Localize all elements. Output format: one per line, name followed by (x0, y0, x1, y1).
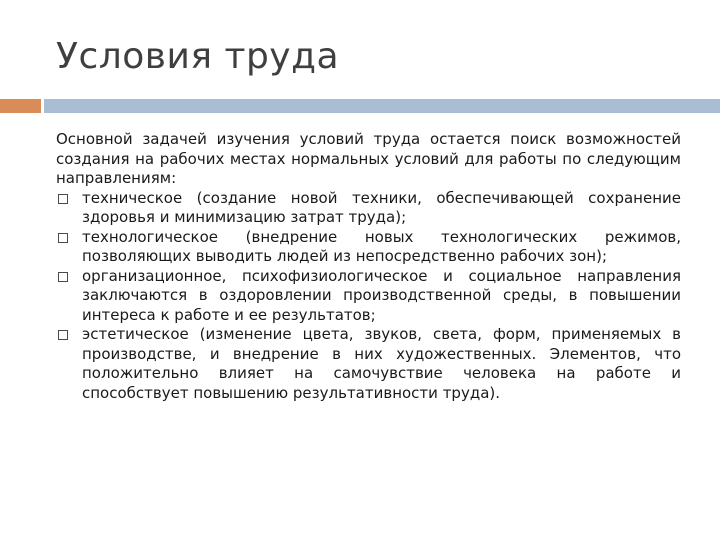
list-item (56, 189, 681, 228)
bullet-list (56, 189, 681, 404)
list-item (56, 267, 681, 326)
list-item-text: техническое (создание новой техники, обеспечивающей сохранение здоровья и минимизацию затрат труда); (82, 188, 681, 226)
square-bullet-icon (58, 330, 68, 340)
square-bullet-icon (58, 272, 68, 282)
list-item (56, 325, 681, 403)
list-item-text: технологическое (внедрение новых технологических режимов, позволяющих выводить людей из непосредственно рабочих зон); (82, 227, 681, 265)
list-item (56, 228, 681, 267)
slide-content (56, 130, 681, 403)
slide-title: Условия труда (56, 36, 340, 77)
square-bullet-icon (58, 233, 68, 243)
title-divider-bar (44, 99, 720, 113)
intro-paragraph: Основной задачей изучения условий труда остается поиск возможностей создания на рабочих местах нормальных условий для работы по следующим направлениям: (56, 130, 681, 187)
square-bullet-icon (58, 194, 68, 204)
list-item-text: организационное, психофизиологическое и социальное направления заключаются в оздоровлении производственной среды, в повышении интереса к работе и ее результатов; (82, 266, 681, 324)
title-accent-bar (0, 99, 41, 113)
list-item-text: эстетическое (изменение цвета, звуков, света, форм, применяемых в производстве, и внедрение в них художественных. Элементов, что положительно влияет на самочувствие человека на работе и способствует повышению результативности труда). (82, 325, 681, 402)
